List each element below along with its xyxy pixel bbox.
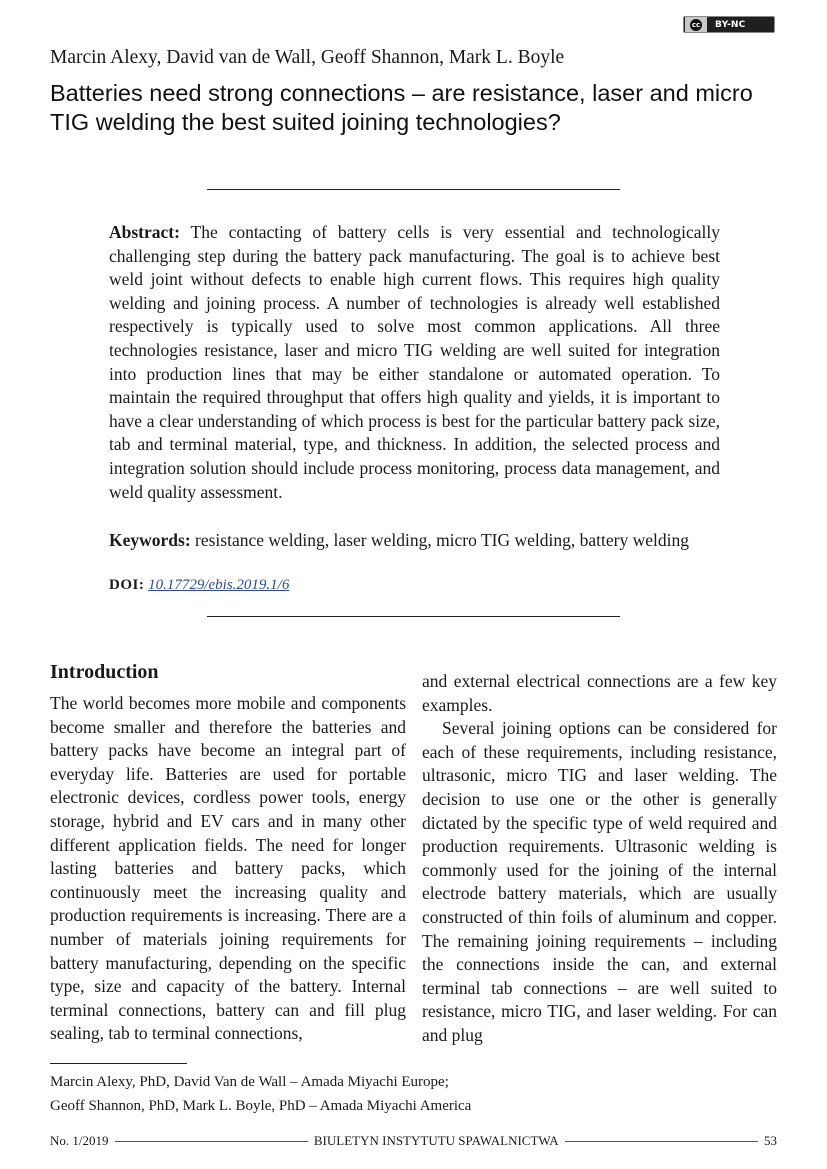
right-column-text [422, 670, 777, 1048]
issue-number: No. 1/2019 [50, 1133, 109, 1148]
paragraph: Several joining options can be considered for each of these requirements, including resistance, ultrasonic, micro TIG and laser welding. The decision to use one or the other is generally dictated by the specific type of weld required and production requirements. Ultrasonic welding is commonly used for the joining of the internal electrode battery materials, which are usually constructed of thin foils of aluminum and copper. The remaining joining requirements – including the connections inside the can, and external terminal tab connections – are well suited to resistance, micro TIG, and laser welding. For can and plug [422, 718, 777, 1045]
abstract [109, 221, 720, 504]
left-column-text [50, 692, 406, 1046]
page-footer [50, 1133, 777, 1149]
keywords [109, 529, 720, 552]
article-title: Batteries need strong connections – are resistance, laser and micro TIG welding the best suited joining technologies? [50, 80, 753, 135]
doi-link[interactable]: 10.17729/ebis.2019.1/6 [148, 577, 290, 593]
section-heading-introduction: Introduction [50, 661, 159, 683]
page-number: 53 [764, 1133, 777, 1148]
paragraph: and external electrical connections are a few key examples. [422, 671, 777, 715]
authors: Marcin Alexy, David van de Wall, Geoff Shannon, Mark L. Boyle [50, 47, 565, 68]
divider-top [207, 189, 620, 190]
abstract-text: The contacting of battery cells is very essential and technologically challenging step during the battery pack manufacturing. The goal is to achieve best weld joint without defects to enable high current flows. This requires high quality welding and joining process. A number of technologies is already well established respectively is typically used to solve most common applications. All three technologies resistance, laser and micro TIG welding are well suited for integration into production lines that may be either standalone or automated operation. To maintain the required throughput that offers high quality and yields, it is important to have a clear understanding of which process is best for the particular battery pack size, tab and terminal material, type, and thickness. In addition, the selected process and integration solution should include process monitoring, process data management, and weld quality assessment. [109, 222, 720, 502]
keywords-label: Keywords: [109, 530, 191, 550]
doi [109, 577, 289, 594]
abstract-label: Abstract: [109, 222, 180, 242]
footer-rule [565, 1141, 758, 1142]
footnote-1: Marcin Alexy, PhD, David Van de Wall – Amada Miyachi Europe; [50, 1074, 449, 1090]
keywords-text: resistance welding, laser welding, micro TIG welding, battery welding [195, 530, 689, 550]
paragraph: The world becomes more mobile and components become smaller and therefore the batteries and battery packs have become an integral part of everyday life. Batteries are used for portable electronic devices, cordless power tools, energy storage, hybrid and EV cars and in many other different application fields. The need for longer lasting batteries and battery packs, which continuously meet the increasing quality and production requirements is increasing. There are a number of materials joining requirements for battery manufacturing, depending on the specific type, size and capacity of the battery. Internal terminal connections, battery can and fill plug sealing, tab to terminal connections, [50, 693, 406, 1044]
doi-label: DOI: [109, 577, 145, 593]
footer-rule [115, 1141, 308, 1142]
license-label: BY-NC [715, 19, 746, 30]
cc-icon: cc [685, 17, 707, 32]
license-badge [683, 16, 775, 33]
footnote-separator [50, 1063, 187, 1064]
footnote-2: Geoff Shannon, PhD, Mark L. Boyle, PhD – Amada Miyachi America [50, 1098, 472, 1114]
journal-name: BIULETYN INSTYTUTU SPAWALNICTWA [313, 1133, 559, 1148]
divider-bottom [207, 616, 620, 617]
